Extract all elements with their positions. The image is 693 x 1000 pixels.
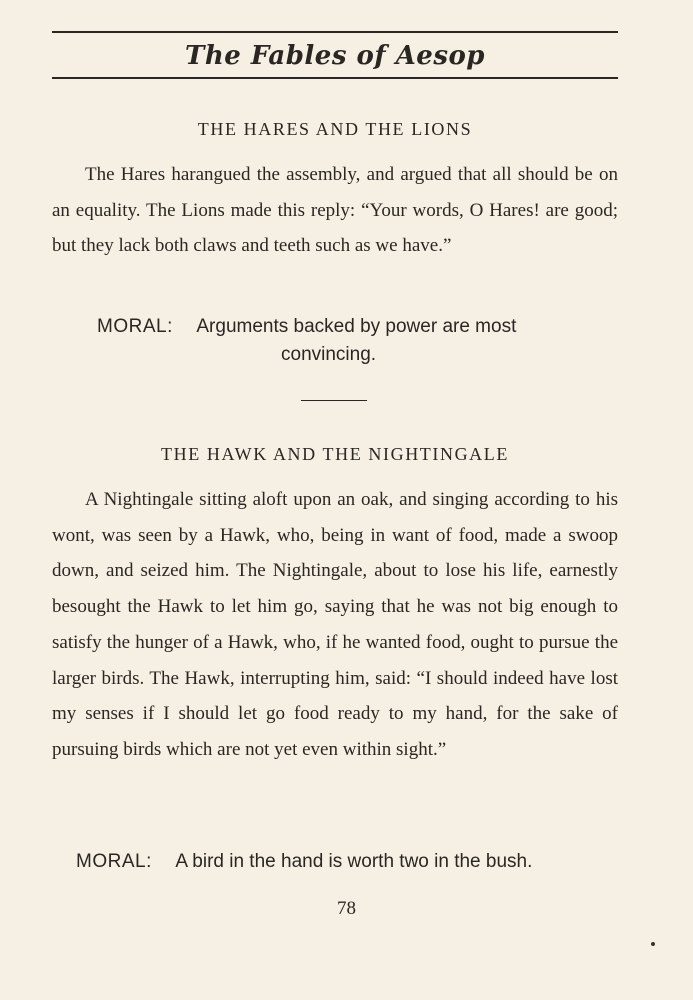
fable-paragraph: The Hares harangued the assembly, and argued that all should be on an equality. The Lions made this reply: “Your words, O Hares! are good; but they lack both claws and teeth such as we have.” [52, 164, 618, 257]
fable-text-hawk-nightingale [52, 482, 618, 768]
fable-title-hawk-nightingale: THE HAWK AND THE NIGHTINGALE [161, 444, 509, 464]
moral-text-line2: convincing. [281, 344, 377, 365]
header-rule-bottom [52, 77, 618, 79]
section-divider [301, 400, 367, 401]
moral-label: MORAL: [97, 316, 173, 337]
moral-text-line1: Arguments backed by power are most [196, 316, 517, 337]
fable-paragraph: A Nightingale sitting aloft upon an oak, and singing according to his wont, was seen by a Hawk, who, being in want of food, made a swoop down, and seized him. The Nightingale, about to lose his life, earnestly besought the Hawk to let him go, saying that he was not big enough to satisfy the hunger of a Hawk, who, if he wanted food, ought to pursue the larger birds. The Hawk, interrupting him, said: “I should indeed have lost my senses if I should let go food ready to my hand, for the sake of pursuing birds which are not yet even within sight.” [52, 489, 618, 760]
header-rule-top [52, 31, 618, 33]
page-number: 78 [337, 898, 356, 919]
paper-speck [651, 942, 655, 946]
moral-text: A bird in the hand is worth two in the bush. [175, 851, 533, 872]
fable-text-hares-lions [52, 157, 618, 264]
running-head: The Fables of Aesop [185, 41, 485, 71]
moral-hares-lions [97, 313, 597, 340]
moral-hares-lions-cont [281, 341, 481, 368]
moral-hawk-nightingale [76, 848, 636, 875]
fable-title-hares-lions: THE HARES AND THE LIONS [197, 119, 473, 139]
moral-label: MORAL: [76, 851, 152, 872]
